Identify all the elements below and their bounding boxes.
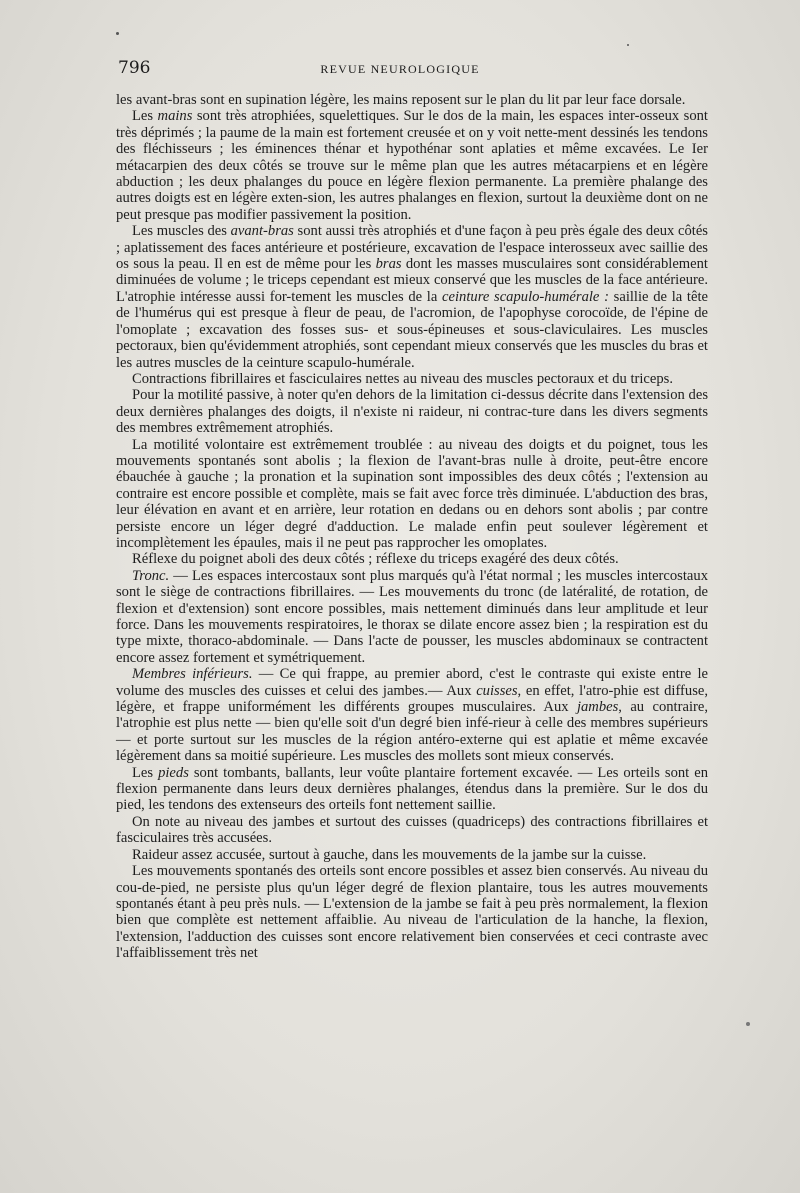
italic-run: Tronc.	[132, 567, 170, 584]
text-run: , en effet, l'atro-phie est diffuse, légère, et frappe uniformément les différents groupes musculaires. Aux	[116, 682, 709, 716]
text-run: les avant-bras sont en supination légère, les mains reposent sur le plan du lit par leur face dorsale.	[116, 92, 686, 108]
paragraph	[116, 387, 708, 436]
paragraph	[116, 814, 708, 847]
page-number: 796	[118, 58, 151, 78]
italic-run: cuisses	[476, 682, 518, 699]
italic-run: pieds	[158, 764, 189, 781]
text-run: Pour la motilité passive, à noter qu'en dehors de la limitation ci-dessus décrite dans l'extension des deux dernières phalanges des doigts, il n'existe ni raideur, ni contrac-ture dans les divers segments des membres extrêmement atrophiés.	[116, 387, 708, 437]
text-run: dont les masses musculaires sont considérablement diminuées de volume ; le triceps cependant est mieux conservé que les muscles de la face antérieure. L'atrophie intéresse aussi for-tement les muscles de la	[116, 256, 708, 305]
paragraph	[116, 223, 708, 371]
italic-run: mains	[157, 108, 193, 125]
text-run: — Ce qui frappe, au premier abord, c'est le contraste qui existe entre le volume des muscles des cuisses et celui des jambes.— Aux	[116, 666, 708, 699]
text-run: Raideur assez accusée, surtout à gauche, dans les mouvements de la jambe sur la cuisse.	[132, 846, 647, 863]
scan-speck	[116, 32, 119, 35]
text-run: Réflexe du poignet aboli des deux côtés ; réflexe du triceps exagéré des deux côtés.	[132, 551, 619, 568]
text-run: , au contraire, l'atrophie est plus nette — bien qu'elle soit d'un degré bien infé-rieur à celle des membres supérieurs — et porte surtout sur les muscles de la région antéro-externe qui est aplatie et même excavée légèrement dans sa moitié supérieure. Les muscles des mollets sont mieux conservés.	[116, 699, 708, 765]
italic-run: avant-bras	[230, 223, 294, 240]
scan-speck	[746, 1022, 750, 1026]
paragraph	[116, 863, 708, 961]
text-run: Les muscles des	[132, 223, 231, 240]
text-run: saillie de la tête de l'humérus qui est presque à fleur de peau, de l'acromion, de l'apophyse corocoïde, de l'épine de l'omoplate ; excavation des fosses sus- et sous-épineuses et sous-claviculaires. Les muscles pectoraux, bien qu'évidemment atrophiés, sont cependant mieux conservés que les muscles du bras et les autres muscles de la ceinture scapulo-humérale.	[116, 288, 708, 371]
italic-run: bras	[375, 256, 402, 273]
paragraph	[116, 847, 708, 863]
page-header	[0, 58, 800, 82]
text-run: Contractions fibrillaires et fasciculaires nettes au niveau des muscles pectoraux et du triceps.	[132, 370, 673, 387]
text-run: On note au niveau des jambes et surtout des cuisses (quadriceps) des contractions fibrillaires et fasciculaires très accusées.	[116, 813, 708, 847]
body-text	[116, 92, 708, 962]
text-run: Les	[132, 764, 159, 781]
paragraph	[116, 765, 708, 814]
scan-speck	[627, 44, 629, 46]
paragraph	[116, 568, 708, 666]
text-run: Les	[132, 108, 158, 125]
text-run: sont tombants, ballants, leur voûte plantaire fortement excavée. — Les orteils sont en flexion permanente dans leurs deux dernières phalanges, étendus dans la première. Sur le dos du pied, les tendons des extenseurs des orteils font nettement saillie.	[116, 764, 708, 814]
running-title: REVUE NEUROLOGIQUE	[320, 62, 480, 76]
paragraph	[116, 371, 708, 387]
italic-run: Membres inférieurs.	[132, 666, 253, 683]
text-run: sont très atrophiées, squelettiques. Sur le dos de la main, les espaces inter-osseux sont très déprimés ; la paume de la main est fortement creusée et on y voit nette-ment dessinés les tendons des fléchisseurs ; les éminences thénar et hypothénar sont aplaties et même excavées. Le Ier métacarpien des deux côtés se trouve sur le même plan que les autres métacarpiens et en légère abduction ; les deux phalanges du pouce en légère flexion permanente. La première phalange des autres doigts est en légère exten-sion, les autres phalanges en flexion, surtout la deuxième dont on ne peut presque pas modifier passivement la position.	[116, 108, 708, 223]
text-run: — Les espaces intercostaux sont plus marqués qu'à l'état normal ; les muscles intercostaux sont le siège de contractions fibrillaires. — Les mouvements du tronc (de latéralité, de rotation, de flexion et d'extension) sont encore possibles, mais nettement diminués dans leur amplitude et leur force. Dans les mouvements respiratoires, le thorax se dilate encore assez bien ; la respiration est du type mixte, thoraco-abdominale. — Dans l'acte de pousser, les muscles abdominaux se contractent encore assez fortement et symétriquement.	[116, 567, 708, 666]
paragraph	[116, 666, 708, 764]
paragraph	[116, 551, 708, 567]
text-run: La motilité volontaire est extrêmement troublée : au niveau des doigts et du poignet, tous les mouvements spontanés sont abolis ; la flexion de l'avant-bras nulle à droite, peut-être encore ébauchée à gauche ; la pronation et la supination sont impossibles des deux côtés ; l'extension au contraire est encore possible et complète, mais se fait avec force très diminuée. L'abduction des bras, leur élévation en avant et en arrière, leur rotation en dedans ou en dehors sont abolis ; par contre persiste encore un léger degré d'adduction. Le malade enfin peut soulever légèrement et incomplètement les épaules, mais il ne peut pas rapprocher les omoplates.	[116, 436, 708, 551]
paragraph	[116, 108, 708, 223]
text-run: sont aussi très atrophiés et d'une façon à peu près égale des deux côtés ; aplatissement des faces antérieure et postérieure, excavation de l'espace interosseux avec saillie des os sous la peau. Il en est de même pour les	[116, 223, 708, 273]
paragraph	[116, 437, 708, 552]
italic-run: jambes	[576, 699, 619, 716]
text-run: Les mouvements spontanés des orteils sont encore possibles et assez bien conservés. Au niveau du cou-de-pied, ne persiste plus qu'un léger degré de flexion plantaire, tous les autres mouvements spontanés étant à peu près nuls. — L'extension de la jambe se fait à peu près normalement, la flexion bien que complète est nettement affaiblie. Au niveau de l'articulation de la hanche, la flexion, l'extension, l'adduction des cuisses sont encore relativement bien conservées et ceci contraste avec l'affaiblissement très net	[116, 863, 708, 962]
paragraph	[116, 92, 708, 108]
italic-run: ceinture scapulo-humérale :	[442, 288, 609, 305]
